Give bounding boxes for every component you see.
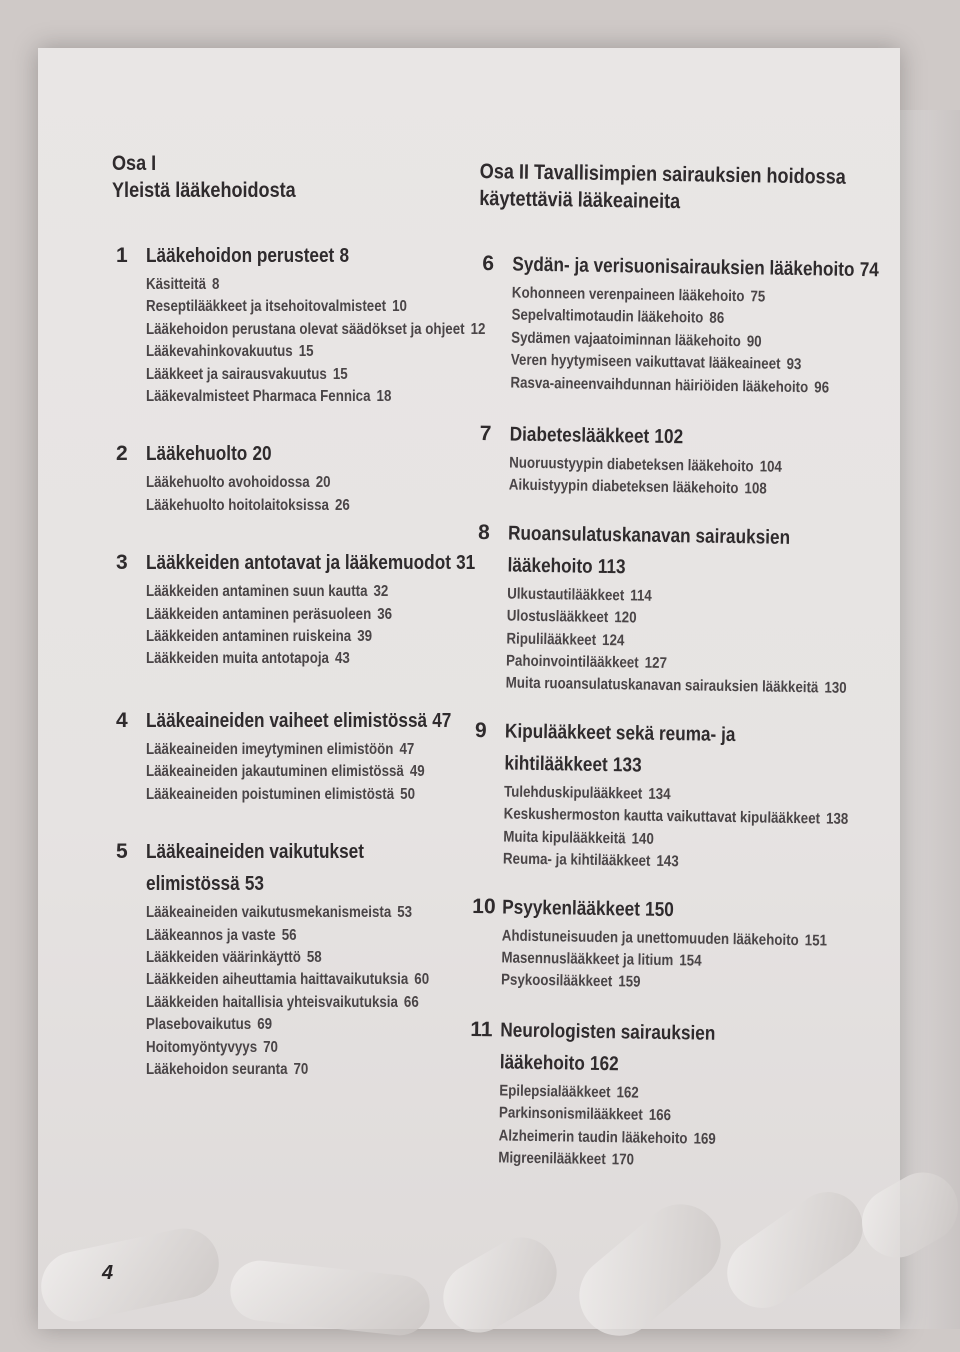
- section-title: Muita ruoansulatuskanavan sairauksien lääkkeitä: [505, 674, 819, 697]
- section-title: Sepelvaltimotaudin lääkehoito: [511, 306, 704, 327]
- section-entry: [146, 604, 435, 626]
- section-title: Kohonneen verenpaineen lääkehoito: [511, 284, 745, 306]
- section-page: 140: [631, 830, 654, 848]
- chapter-title: [502, 891, 791, 928]
- next-page-edge: [900, 110, 960, 1329]
- section-page: 56: [281, 926, 297, 944]
- section-title: Aikuistyypin diabeteksen lääkehoito: [508, 476, 739, 498]
- chapter-number: 11: [470, 1017, 493, 1042]
- section-entry: [146, 341, 435, 363]
- section-page: 170: [611, 1151, 635, 1169]
- section-title: Lääkkeiden haitallisia yhteisvaikutuksia: [146, 993, 398, 1011]
- section-page: 127: [644, 654, 668, 673]
- section-title: Hoitomyöntyvyys: [146, 1038, 258, 1056]
- chapter: [475, 418, 846, 503]
- section-entry: [510, 372, 830, 399]
- chapter-title: [504, 747, 793, 784]
- section-list: [146, 739, 482, 806]
- section-entry: [146, 761, 435, 783]
- chapter-page: 150: [644, 898, 674, 921]
- chapter-number: 7: [479, 422, 492, 446]
- section-title: Ahdistuneisuuden ja unettomuuden lääkehoito: [501, 926, 799, 949]
- section-title: Lääkeaineiden poistuminen elimistöstä: [146, 785, 395, 803]
- section-list: [146, 581, 482, 671]
- chapter-number: 10: [472, 894, 496, 918]
- chapter-title: [500, 1046, 789, 1083]
- toc-right-column: [464, 158, 879, 1175]
- part-heading: [112, 150, 482, 204]
- section-page: 151: [804, 931, 828, 950]
- section-page: 53: [397, 904, 413, 922]
- section-page: 104: [759, 458, 783, 476]
- section-page: 93: [786, 356, 802, 374]
- part-title: Yleistä lääkehoidosta: [112, 179, 296, 202]
- section-page: 47: [399, 740, 415, 758]
- chapter-title: [146, 868, 435, 900]
- section-page: 120: [614, 609, 637, 627]
- chapter-title: [146, 705, 452, 737]
- chapter-title: [508, 517, 797, 554]
- chapter: [469, 715, 849, 876]
- section-entry: [146, 947, 435, 969]
- section-title: Lääkevalmisteet Pharmaca Fennica: [146, 388, 371, 406]
- chapter-number: 8: [477, 520, 490, 545]
- section-title: Lääkehuolto avohoidossa: [146, 474, 310, 492]
- section-title: Plasebovaikutus: [146, 1016, 252, 1034]
- section-title: Ripulilääkkeet: [506, 630, 597, 649]
- section-title: Lääkehoidon perustana olevat säädökset ja ohjeet: [146, 320, 465, 338]
- chapter-title: [146, 836, 435, 868]
- chapter-title-text: kihtilääkkeet: [504, 752, 608, 776]
- chapter-number: 9: [474, 718, 487, 743]
- chapter-title: [146, 240, 435, 272]
- section-list: [509, 453, 846, 503]
- chapter-page: 47: [432, 709, 452, 732]
- section-page: 75: [750, 288, 766, 306]
- section-title: Lääkeaineiden imeytyminen elimistöön: [146, 740, 394, 758]
- section-title: Ulkustautilääkkeet: [507, 585, 625, 605]
- section-page: 26: [334, 496, 350, 514]
- section-title: Lääkeaineiden jakautuminen elimistössä: [146, 763, 404, 781]
- chapter-page: 20: [252, 443, 272, 466]
- chapter-number: 2: [116, 442, 128, 466]
- section-title: Käsitteitä: [146, 276, 207, 293]
- chapter-page: 162: [589, 1052, 619, 1076]
- section-entry: [146, 319, 486, 341]
- toc-left-column: [112, 150, 486, 1081]
- section-page: 114: [630, 587, 652, 605]
- section-page: 15: [332, 365, 348, 383]
- chapter-title-text: Lääkehuolto: [146, 443, 248, 466]
- chapter-title-text: Neurologisten sairauksien: [500, 1019, 716, 1045]
- section-list: [505, 583, 847, 700]
- chapter: [472, 517, 845, 701]
- chapter-title: [500, 1014, 789, 1051]
- section-page: 108: [744, 480, 767, 498]
- section-entry: [146, 925, 435, 947]
- section-entry: [146, 902, 435, 924]
- section-page: 90: [746, 333, 762, 351]
- section-page: 36: [377, 605, 393, 623]
- section-page: 70: [263, 1038, 278, 1056]
- section-entry: [498, 1147, 787, 1174]
- section-page: 15: [298, 343, 314, 361]
- section-title: Reseptilääkkeet ja itsehoitovalmisteet: [146, 298, 387, 316]
- section-page: 43: [334, 650, 350, 668]
- section-title: Lääkkeiden muita antotapoja: [146, 650, 329, 668]
- chapter-list: [112, 240, 486, 1081]
- section-entry: [146, 495, 435, 517]
- section-entry: [146, 1014, 435, 1036]
- chapter-number: 6: [482, 252, 495, 276]
- chapter-title-text: Diabeteslääkkeet: [509, 423, 650, 448]
- part-label: Osa I: [112, 152, 157, 175]
- section-entry: [505, 673, 847, 700]
- section-page: 39: [357, 628, 373, 646]
- section-entry: [146, 296, 435, 318]
- section-title: Pahoinvointilääkkeet: [505, 652, 639, 672]
- chapter-title-text: Psyykenlääkkeet: [502, 895, 641, 921]
- part-heading: [479, 158, 850, 218]
- chapter-title-text: Lääkkeiden antotavat ja lääkemuodot: [146, 552, 451, 575]
- section-page: 166: [648, 1106, 672, 1125]
- section-list: [502, 781, 849, 876]
- chapter-title-text: elimistössä: [146, 873, 240, 896]
- section-title: Lääkkeiden antaminen suun kautta: [146, 583, 368, 601]
- section-page: 130: [824, 679, 847, 698]
- section-entry: [146, 386, 435, 408]
- chapter-title: [509, 419, 798, 456]
- section-page: 58: [306, 948, 322, 966]
- chapter-title-text: Sydän- ja verisuonisairauksien lääkehoito: [512, 253, 855, 281]
- section-page: 138: [825, 810, 849, 829]
- chapter: [112, 547, 482, 671]
- chapter-title-text: lääkehoito: [507, 554, 593, 578]
- section-page: 70: [293, 1060, 309, 1078]
- chapter-page: 53: [244, 873, 264, 896]
- section-entry: [146, 969, 435, 991]
- section-page: 143: [656, 852, 679, 871]
- section-page: 20: [315, 474, 331, 492]
- section-title: Epilepsialääkkeet: [499, 1082, 611, 1101]
- section-page: 10: [392, 298, 407, 316]
- section-list: [146, 472, 482, 517]
- section-page: 49: [409, 763, 425, 781]
- section-title: Lääkeannos ja vaste: [146, 926, 276, 944]
- chapter-page: 31: [456, 552, 476, 575]
- section-title: Lääkehuolto hoitolaitoksissa: [146, 496, 329, 514]
- section-entry: [146, 472, 435, 494]
- section-list: [146, 902, 482, 1081]
- section-entry: [146, 581, 435, 603]
- chapter: [112, 836, 482, 1081]
- section-title: Alzheimerin taudin lääkehoito: [498, 1126, 688, 1147]
- section-page: 8: [212, 276, 220, 293]
- section-entry: [146, 364, 435, 386]
- chapter-list: [464, 248, 879, 1175]
- section-title: Lääkkeiden antaminen peräsuoleen: [146, 605, 372, 623]
- section-page: 154: [679, 952, 702, 970]
- section-entry: [146, 739, 435, 761]
- section-title: Lääkkeiden väärinkäyttö: [146, 948, 301, 966]
- section-title: Masennuslääkkeet ja litium: [501, 949, 674, 970]
- section-page: 124: [601, 631, 625, 649]
- section-entry: [146, 1059, 435, 1081]
- chapter-page: 102: [654, 425, 684, 449]
- section-page: 134: [648, 785, 671, 803]
- chapter-title-text: Kipulääkkeet sekä reuma- ja: [504, 720, 736, 746]
- section-page: 32: [373, 583, 389, 601]
- chapter: [464, 1014, 836, 1175]
- section-entry: [146, 648, 435, 670]
- section-title: Lääkkeet ja sairausvakuutus: [146, 365, 327, 383]
- chapter-page: 74: [859, 258, 879, 282]
- section-page: 12: [470, 320, 486, 338]
- section-page: 66: [403, 993, 419, 1011]
- section-title: Ulostuslääkkeet: [506, 607, 609, 627]
- chapter-number: 4: [116, 708, 128, 732]
- section-title: Veren hyytymiseen vaikuttavat lääkeaineet: [510, 351, 781, 373]
- part-title: käytettäviä lääkeaineita: [479, 186, 681, 214]
- section-entry: [503, 849, 792, 876]
- section-entry: [146, 992, 435, 1014]
- section-title: Nuoruustyypin diabeteksen lääkehoito: [509, 454, 754, 476]
- chapter-page: 113: [597, 555, 626, 579]
- section-page: 60: [414, 971, 430, 989]
- section-page: 18: [376, 388, 392, 406]
- chapter: [467, 890, 839, 997]
- chapter-title: [146, 547, 476, 579]
- section-list: [501, 925, 838, 997]
- chapter: [112, 705, 482, 806]
- chapter-title: [146, 438, 435, 470]
- section-title: Muita kipulääkkeitä: [503, 828, 626, 848]
- section-page: 96: [814, 378, 830, 397]
- page-number: 4: [102, 1262, 114, 1284]
- section-title: Rasva-aineenvaihdunnan häiriöiden lääkehoito: [510, 374, 809, 396]
- part-label: Osa II Tavallisimpien sairauksien hoidossa: [479, 159, 846, 189]
- chapter-title: [507, 549, 796, 586]
- section-entry: [146, 784, 435, 806]
- section-list: [146, 274, 486, 408]
- section-list: [510, 283, 848, 400]
- section-title: Migreenilääkkeet: [498, 1149, 606, 1169]
- section-title: Lääkevahinkovakuutus: [146, 343, 293, 361]
- section-title: Reuma- ja kihtilääkkeet: [502, 850, 651, 870]
- section-entry: [146, 274, 435, 296]
- chapter-page: 133: [612, 754, 642, 777]
- section-entry: [146, 626, 435, 648]
- chapter: [112, 240, 486, 408]
- section-page: 162: [616, 1083, 639, 1102]
- section-list: [498, 1080, 835, 1175]
- section-page: 69: [257, 1016, 273, 1034]
- section-title: Lääkkeiden aiheuttamia haittavaikutuksia: [146, 971, 409, 989]
- section-title: Keskushermoston kautta vaikuttavat kipulääkkeet: [503, 805, 821, 828]
- section-entry: [146, 1037, 435, 1059]
- section-page: 86: [709, 310, 725, 328]
- chapter-title-text: lääkehoito: [499, 1051, 586, 1075]
- chapter: [476, 248, 879, 400]
- chapter-number: 1: [116, 244, 128, 267]
- chapter-title-text: Lääkeaineiden vaiheet elimistössä: [146, 709, 428, 732]
- section-title: Lääkeaineiden vaikutusmekanismeista: [146, 904, 392, 922]
- section-title: Parkinsonismilääkkeet: [498, 1104, 643, 1124]
- section-title: Psykoosilääkkeet: [500, 971, 613, 991]
- section-page: 159: [618, 973, 641, 991]
- chapter-title-text: Lääkeaineiden vaikutukset: [146, 841, 364, 864]
- chapter-number: 3: [116, 551, 128, 575]
- section-entry: [509, 475, 798, 502]
- chapter-title: [512, 249, 879, 286]
- section-title: Lääkehoidon seuranta: [146, 1060, 288, 1078]
- section-title: Lääkkeiden antaminen ruiskeina: [146, 628, 352, 646]
- section-title: Sydämen vajaatoiminnan lääkehoito: [511, 329, 741, 350]
- section-entry: [501, 970, 790, 997]
- chapter-title-text: Ruoansulatuskanavan sairauksien: [507, 522, 791, 549]
- section-page: 50: [400, 785, 416, 803]
- section-page: 169: [693, 1130, 716, 1148]
- section-title: Tulehduskipulääkkeet: [503, 783, 643, 803]
- chapter-page: 8: [339, 245, 350, 267]
- chapter: [112, 438, 482, 517]
- chapter-title: [505, 715, 794, 752]
- chapter-number: 5: [116, 840, 128, 864]
- chapter-title-text: Lääkehoidon perusteet: [146, 245, 335, 267]
